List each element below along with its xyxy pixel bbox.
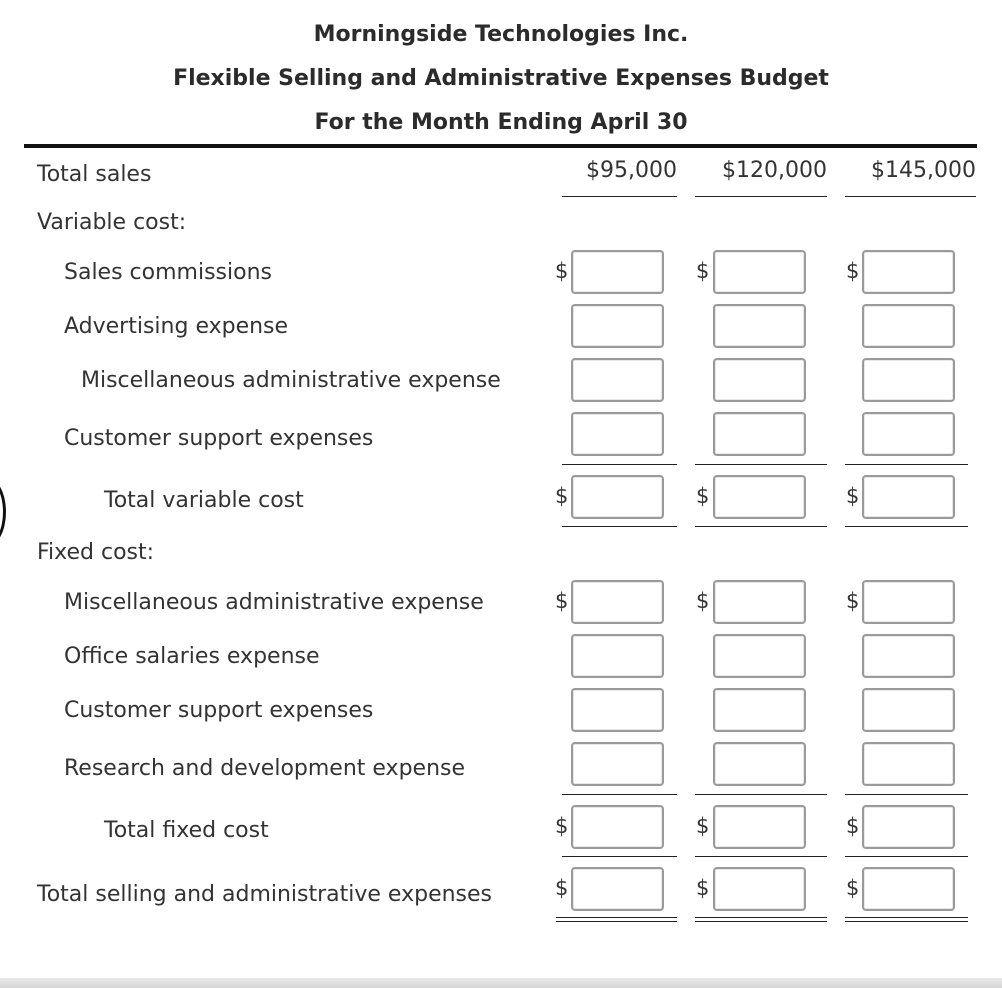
grand-total-label: Total selling and administrative expenses — [37, 882, 493, 907]
total-variable-cost-input-1[interactable] — [571, 475, 664, 519]
dollar-sign: $ — [555, 814, 569, 838]
variable-customer-support-input-3[interactable] — [862, 412, 955, 456]
total-sales-label: Total sales — [37, 162, 152, 187]
fixed-misc-admin-input-2[interactable] — [713, 580, 806, 624]
total-fixed-cost-input-3[interactable] — [862, 805, 955, 849]
subtotal-rule — [845, 794, 968, 795]
dollar-sign: $ — [846, 589, 860, 613]
dollar-sign: $ — [846, 876, 860, 900]
dollar-sign: $ — [696, 876, 710, 900]
dollar-sign: $ — [555, 484, 569, 508]
partial-circle-icon — [0, 478, 6, 546]
office-salaries-input-3[interactable] — [862, 634, 955, 678]
variable-cost-heading: Variable cost: — [37, 210, 187, 235]
total-rule — [562, 856, 677, 857]
grand-total-double-rule — [695, 917, 827, 922]
dollar-sign: $ — [696, 589, 710, 613]
grand-total-input-1[interactable] — [571, 867, 664, 911]
grand-total-double-rule — [556, 917, 677, 922]
research-development-input-1[interactable] — [571, 742, 664, 786]
subtotal-rule — [695, 794, 827, 795]
fixed-item-office-salaries: Office salaries expense — [64, 644, 320, 669]
variable-misc-admin-input-3[interactable] — [862, 358, 955, 402]
fixed-customer-support-input-1[interactable] — [571, 688, 664, 732]
total-variable-cost-label: Total variable cost — [104, 488, 304, 513]
variable-misc-admin-input-1[interactable] — [571, 358, 664, 402]
advertising-input-1[interactable] — [571, 304, 664, 348]
office-salaries-input-1[interactable] — [571, 634, 664, 678]
variable-item-sales-commissions: Sales commissions — [64, 260, 272, 285]
variable-item-advertising: Advertising expense — [64, 314, 289, 339]
total-fixed-cost-input-2[interactable] — [713, 805, 806, 849]
dollar-sign: $ — [696, 484, 710, 508]
variable-misc-admin-input-2[interactable] — [713, 358, 806, 402]
variable-item-customer-support: Customer support expenses — [64, 426, 374, 451]
column-underline-3 — [845, 196, 976, 197]
dollar-sign: $ — [846, 259, 860, 283]
grand-total-input-2[interactable] — [713, 867, 806, 911]
fixed-customer-support-input-2[interactable] — [713, 688, 806, 732]
grand-total-input-3[interactable] — [862, 867, 955, 911]
total-rule — [845, 526, 968, 527]
total-rule — [695, 856, 827, 857]
variable-customer-support-input-1[interactable] — [571, 412, 664, 456]
fixed-customer-support-input-3[interactable] — [862, 688, 955, 732]
variable-item-misc-admin: Miscellaneous administrative expense — [81, 368, 501, 393]
variable-customer-support-input-2[interactable] — [713, 412, 806, 456]
sales-commissions-input-3[interactable] — [862, 250, 955, 294]
total-variable-cost-input-2[interactable] — [713, 475, 806, 519]
dollar-sign: $ — [846, 484, 860, 508]
fixed-cost-heading: Fixed cost: — [37, 540, 155, 565]
dollar-sign: $ — [555, 259, 569, 283]
subtotal-rule — [695, 464, 827, 465]
subtotal-rule — [845, 464, 968, 465]
total-fixed-cost-label: Total fixed cost — [104, 818, 269, 843]
subtotal-rule — [562, 794, 677, 795]
advertising-input-2[interactable] — [713, 304, 806, 348]
fixed-misc-admin-input-3[interactable] — [862, 580, 955, 624]
total-fixed-cost-input-1[interactable] — [571, 805, 664, 849]
research-development-input-3[interactable] — [862, 742, 955, 786]
bottom-scroll-bar — [0, 978, 1002, 988]
fixed-item-research-development: Research and development expense — [64, 756, 466, 781]
budget-title: Flexible Selling and Administrative Expenses Budget — [173, 66, 829, 91]
fixed-misc-admin-input-1[interactable] — [571, 580, 664, 624]
total-rule — [695, 526, 827, 527]
total-variable-cost-input-3[interactable] — [862, 475, 955, 519]
subtotal-rule — [562, 464, 677, 465]
column-header-2: $120,000 — [722, 158, 827, 183]
column-header-1: $95,000 — [586, 158, 677, 183]
office-salaries-input-2[interactable] — [713, 634, 806, 678]
dollar-sign: $ — [555, 589, 569, 613]
total-rule — [562, 526, 677, 527]
research-development-input-2[interactable] — [713, 742, 806, 786]
sales-commissions-input-1[interactable] — [571, 250, 664, 294]
dollar-sign: $ — [696, 259, 710, 283]
dollar-sign: $ — [555, 876, 569, 900]
total-rule — [845, 856, 968, 857]
advertising-input-3[interactable] — [862, 304, 955, 348]
column-underline-2 — [695, 196, 827, 197]
budget-period: For the Month Ending April 30 — [314, 110, 688, 135]
column-header-3: $145,000 — [871, 158, 976, 183]
sales-commissions-input-2[interactable] — [713, 250, 806, 294]
dollar-sign: $ — [846, 814, 860, 838]
fixed-item-misc-admin: Miscellaneous administrative expense — [64, 590, 484, 615]
column-underline-1 — [562, 196, 677, 197]
dollar-sign: $ — [696, 814, 710, 838]
company-name: Morningside Technologies Inc. — [313, 22, 689, 47]
fixed-item-customer-support: Customer support expenses — [64, 698, 374, 723]
grand-total-double-rule — [845, 917, 968, 922]
header-rule — [24, 144, 977, 148]
